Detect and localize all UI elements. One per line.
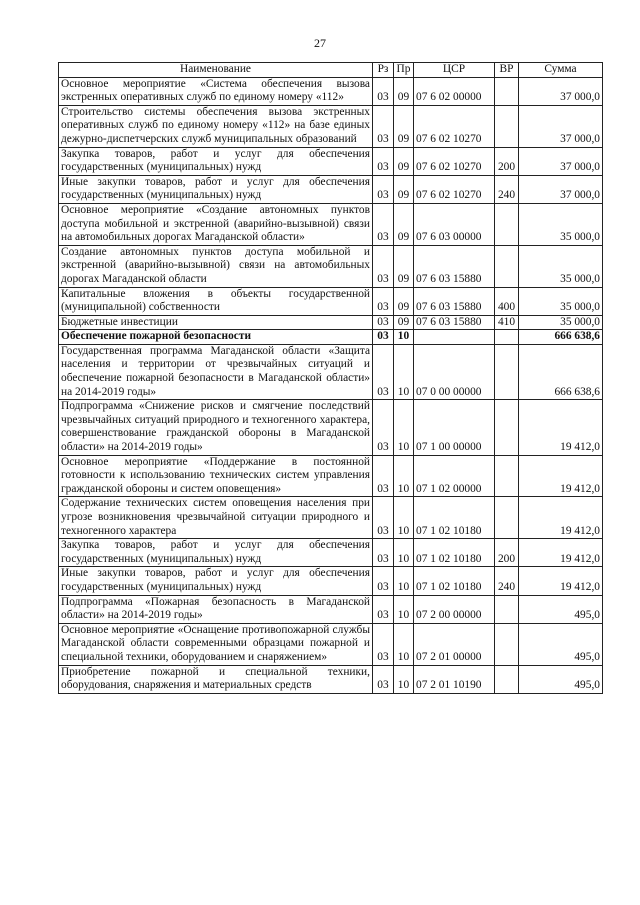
cell-rz: 03 [373,105,394,147]
table-row [59,623,603,665]
cell-csr: 07 6 03 15880 [414,315,495,330]
cell-sum: 37 000,0 [519,105,603,147]
cell-vr [495,203,519,245]
cell-rz: 03 [373,497,394,539]
table-row [59,315,603,330]
cell-sum: 19 412,0 [519,400,603,455]
cell-pr: 10 [394,344,414,399]
cell-pr: 10 [394,330,414,345]
cell-sum: 37 000,0 [519,175,603,203]
table-row [59,665,603,693]
cell-pr: 10 [394,400,414,455]
cell-name: Закупка товаров, работ и услуг для обеспечения государственных (муниципальных) нужд [59,147,373,175]
cell-vr [495,245,519,287]
cell-rz: 03 [373,665,394,693]
header-sum: Сумма [519,63,603,78]
cell-sum: 495,0 [519,623,603,665]
cell-csr: 07 6 02 10270 [414,147,495,175]
table-body [59,77,603,693]
cell-pr: 09 [394,315,414,330]
cell-sum: 35 000,0 [519,315,603,330]
cell-pr: 10 [394,539,414,567]
cell-name: Закупка товаров, работ и услуг для обеспечения государственных (муниципальных) нужд [59,539,373,567]
cell-sum: 35 000,0 [519,287,603,315]
cell-vr [495,623,519,665]
cell-rz: 03 [373,147,394,175]
cell-vr: 240 [495,175,519,203]
cell-name: Основное мероприятие «Система обеспечения вызова экстренных оперативных служб по единому номеру «112» [59,77,373,105]
cell-sum: 19 412,0 [519,539,603,567]
table-row [59,400,603,455]
cell-vr: 410 [495,315,519,330]
cell-rz: 03 [373,245,394,287]
table-row [59,105,603,147]
cell-pr: 09 [394,203,414,245]
cell-rz: 03 [373,203,394,245]
cell-vr [495,400,519,455]
cell-rz: 03 [373,175,394,203]
cell-name: Содержание технических систем оповещения населения при угрозе возникновения чрезвычайной ситуации природного и техногенного характера [59,497,373,539]
cell-rz: 03 [373,567,394,595]
cell-rz: 03 [373,623,394,665]
table-row [59,539,603,567]
cell-name: Основное мероприятие «Создание автономных пунктов доступа мобильной и экстренной (аварийно-вызывной) связи на автомобильных дорогах Магаданской области» [59,203,373,245]
cell-csr: 07 2 01 00000 [414,623,495,665]
cell-rz: 03 [373,315,394,330]
cell-sum: 666 638,6 [519,344,603,399]
cell-pr: 09 [394,105,414,147]
cell-rz: 03 [373,595,394,623]
cell-name: Строительство системы обеспечения вызова экстренных оперативных служб по единому номеру «112» на базе единых дежурно-диспетчерских служб муниципальных образований [59,105,373,147]
cell-vr: 200 [495,147,519,175]
cell-pr: 09 [394,245,414,287]
cell-csr: 07 6 02 00000 [414,77,495,105]
cell-rz: 03 [373,287,394,315]
cell-rz: 03 [373,77,394,105]
cell-name: Капитальные вложения в объекты государственной (муниципальной) собственности [59,287,373,315]
cell-csr: 07 1 00 00000 [414,400,495,455]
cell-pr: 09 [394,77,414,105]
table-row [59,330,603,345]
cell-csr: 07 0 00 00000 [414,344,495,399]
cell-pr: 10 [394,497,414,539]
header-vr: ВР [495,63,519,78]
page-number: 27 [314,36,326,50]
table-row [59,595,603,623]
header-csr: ЦСР [414,63,495,78]
cell-name: Бюджетные инвестиции [59,315,373,330]
cell-csr: 07 1 02 10180 [414,567,495,595]
cell-name: Основное мероприятие «Поддержание в постоянной готовности к использованию технических систем управления гражданской обороны и систем оповещения» [59,455,373,497]
cell-pr: 09 [394,175,414,203]
cell-csr: 07 2 00 00000 [414,595,495,623]
cell-name: Основное мероприятие «Оснащение противопожарной службы Магаданской области современными образцами пожарной и специальной техники, оборудованием и снаряжением» [59,623,373,665]
cell-sum: 35 000,0 [519,245,603,287]
cell-vr [495,497,519,539]
cell-vr [495,77,519,105]
table-row [59,344,603,399]
cell-sum: 19 412,0 [519,455,603,497]
cell-vr [495,330,519,345]
cell-rz: 03 [373,539,394,567]
table-row [59,175,603,203]
table-row [59,455,603,497]
cell-csr: 07 6 03 15880 [414,245,495,287]
cell-vr [495,105,519,147]
cell-name: Иные закупки товаров, работ и услуг для обеспечения государственных (муниципальных) нужд [59,175,373,203]
cell-name: Государственная программа Магаданской области «Защита населения и территории от чрезвычайных ситуаций и обеспечение пожарной безопасности в Магаданской области» на 2014-2019 годы» [59,344,373,399]
cell-pr: 10 [394,455,414,497]
table-row [59,287,603,315]
cell-sum: 37 000,0 [519,147,603,175]
cell-pr: 10 [394,567,414,595]
cell-pr: 09 [394,287,414,315]
cell-rz: 03 [373,330,394,345]
cell-sum: 495,0 [519,595,603,623]
cell-vr [495,595,519,623]
cell-vr [495,665,519,693]
cell-pr: 10 [394,595,414,623]
cell-pr: 10 [394,665,414,693]
cell-sum: 666 638,6 [519,330,603,345]
cell-csr [414,330,495,345]
cell-csr: 07 6 03 00000 [414,203,495,245]
cell-sum: 35 000,0 [519,203,603,245]
cell-csr: 07 1 02 10180 [414,497,495,539]
table-row [59,245,603,287]
table-row [59,567,603,595]
cell-csr: 07 6 02 10270 [414,105,495,147]
table-header-row [59,63,603,78]
table-row [59,497,603,539]
cell-rz: 03 [373,344,394,399]
cell-csr: 07 1 02 10180 [414,539,495,567]
table-row [59,147,603,175]
cell-vr: 400 [495,287,519,315]
header-name: Наименование [59,63,373,78]
cell-vr [495,344,519,399]
cell-csr: 07 1 02 00000 [414,455,495,497]
cell-name: Подпрограмма «Пожарная безопасность в Магаданской области» на 2014-2019 годы» [59,595,373,623]
cell-pr: 09 [394,147,414,175]
cell-csr: 07 6 02 10270 [414,175,495,203]
cell-rz: 03 [373,455,394,497]
cell-rz: 03 [373,400,394,455]
header-rz: Рз [373,63,394,78]
budget-table [58,62,603,694]
cell-name: Обеспечение пожарной безопасности [59,330,373,345]
cell-csr: 07 6 03 15880 [414,287,495,315]
cell-name: Иные закупки товаров, работ и услуг для обеспечения государственных (муниципальных) нужд [59,567,373,595]
cell-vr: 200 [495,539,519,567]
cell-sum: 19 412,0 [519,497,603,539]
cell-name: Создание автономных пунктов доступа мобильной и экстренной (аварийно-вызывной) связи на автомобильных дорогах Магаданской области [59,245,373,287]
cell-pr: 10 [394,623,414,665]
header-pr: Пр [394,63,414,78]
cell-sum: 37 000,0 [519,77,603,105]
table-row [59,77,603,105]
cell-name: Приобретение пожарной и специальной техники, оборудования, снаряжения и материальных средств [59,665,373,693]
cell-vr: 240 [495,567,519,595]
cell-sum: 495,0 [519,665,603,693]
cell-csr: 07 2 01 10190 [414,665,495,693]
table-row [59,203,603,245]
cell-vr [495,455,519,497]
cell-sum: 19 412,0 [519,567,603,595]
cell-name: Подпрограмма «Снижение рисков и смягчение последствий чрезвычайных ситуаций природного и техногенного характера, совершенствование гражданской обороны в Магаданской области» на 2014-2019 годы» [59,400,373,455]
